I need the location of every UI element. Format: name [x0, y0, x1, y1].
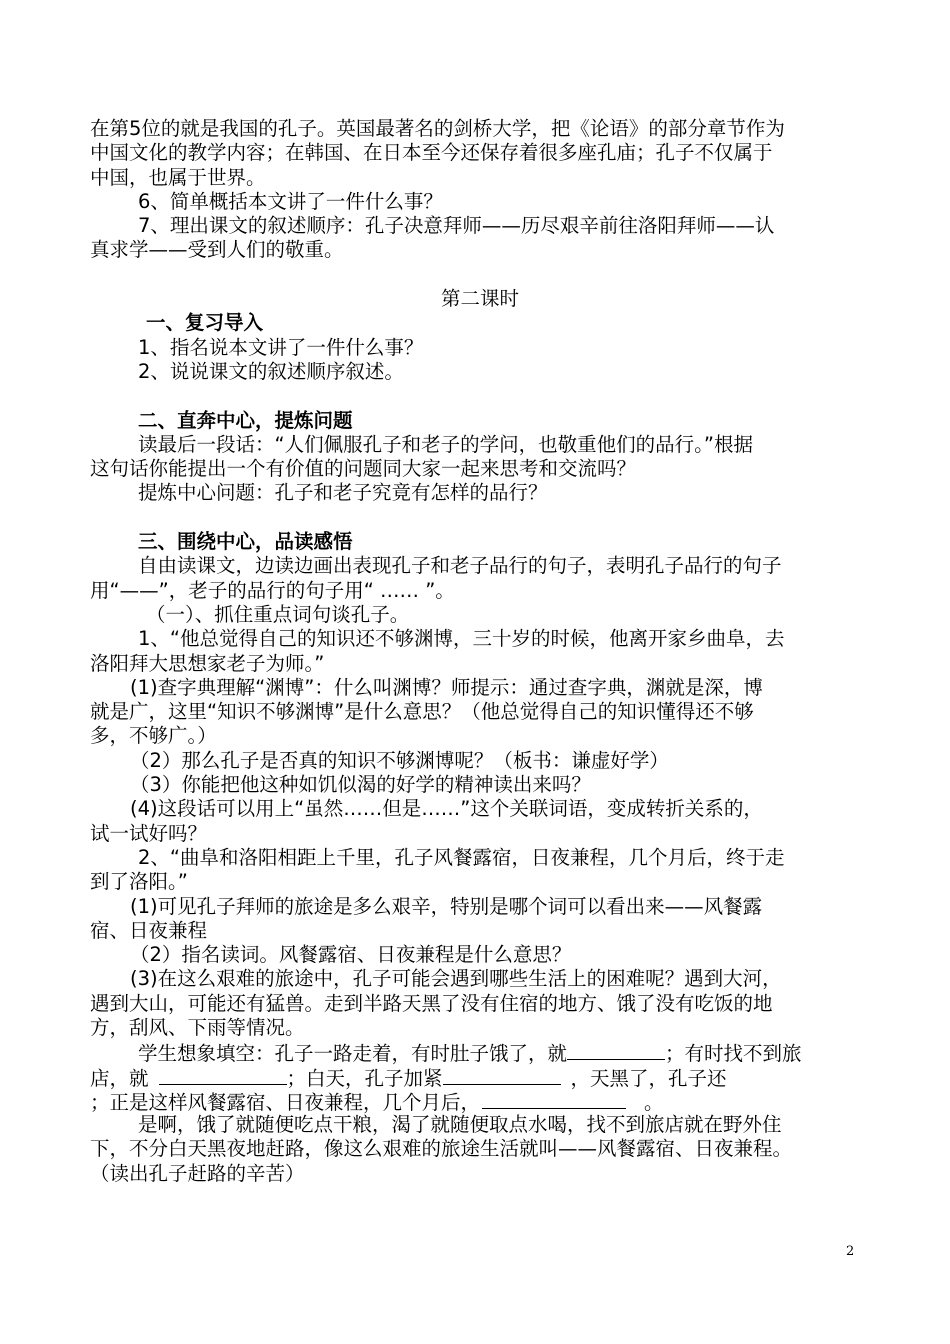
subsection-heading: （一）、抓住重点词句谈孔子。 [146, 602, 410, 626]
question-6: 6、简单概括本文讲了一件什么事？ [138, 189, 443, 213]
fill-in-line [90, 1089, 870, 1113]
fill-in-line [90, 1040, 870, 1064]
section-heading-reading: 三、围绕中心，品读感悟 [138, 530, 353, 554]
list-item: 1、指名说本文讲了一件什么事？ [138, 335, 424, 359]
paragraph-line: 中国，也属于世界。 [90, 165, 266, 189]
fill-blank [443, 1065, 561, 1085]
paragraph-line: 遇到大山，可能还有猛兽。走到半路天黑了没有住宿的地方、饿了没有吃饭的地 [90, 991, 773, 1015]
fill-text: ；白天，孔子加紧 [286, 1066, 443, 1090]
paragraph-line: 提炼中心问题：孔子和老子究竟有怎样的品行？ [138, 481, 548, 505]
document-body [90, 117, 870, 1186]
paragraph-line: （2）那么孔子是否真的知识不够渊博呢？（板书：谦虚好学） [130, 748, 669, 772]
fill-text: 学生想象填空：孔子一路走着，有时肚子饿了，就 [138, 1042, 568, 1066]
fill-text: ；正是这样风餐露宿、日夜兼程，几个月后， [90, 1090, 481, 1114]
paragraph-line: 到了洛阳。” [90, 870, 188, 894]
paragraph-line: （2）指名读词。风餐露宿、日夜兼程是什么意思？ [130, 943, 572, 967]
paragraph-line: 宿、日夜兼程 [90, 918, 208, 942]
page-number: 2 [846, 1244, 855, 1259]
fill-blank [159, 1065, 287, 1085]
fill-text: ；有时找不到旅 [665, 1042, 802, 1066]
fill-in-line [90, 1065, 870, 1089]
question-7: 7、理出课文的叙述顺序：孔子决意拜师——历尽艰辛前往洛阳拜师——认 [138, 214, 775, 238]
paragraph-line: (4)这段话可以用上“虽然……但是……”这个关联词语，变成转折关系的， [130, 797, 763, 821]
paragraph-line: 试一试好吗？ [90, 821, 208, 845]
paragraph-line: 自由读课文，边读边画出表现孔子和老子品行的句子，表明孔子品行的句子 [138, 554, 782, 578]
paragraph-line: (3)在这么艰难的旅途中，孔子可能会遇到哪些生活上的困难呢？遇到大河， [130, 967, 782, 991]
paragraph-line: 真求学——受到人们的敬重。 [90, 238, 344, 262]
paragraph-line: （3）你能把他这种如饥似渴的好学的精神读出来吗？ [130, 773, 591, 797]
paragraph-line: 中国文化的教学内容；在韩国、在日本至今还保存着很多座孔庙；孔子不仅属于 [90, 141, 773, 165]
paragraph-line: 方，刮风、下雨等情况。 [90, 1015, 305, 1039]
paragraph-line: （读出孔子赶路的辛苦） [90, 1161, 305, 1185]
paragraph-line: 用“——”，老子的品行的句子用“ …… ”。 [90, 578, 455, 602]
paragraph-line: 2、“曲阜和洛阳相距上千里，孔子风餐露宿，日夜兼程，几个月后，终于走 [138, 845, 785, 869]
paragraph-line: 在第5位的就是我国的孔子。英国最著名的剑桥大学，把《论语》的部分章节作为 [90, 117, 785, 140]
paragraph-line: (1)可见孔子拜师的旅途是多么艰辛，特别是哪个词可以看出来——风餐露 [130, 894, 763, 918]
fill-text: 店，就 [90, 1066, 149, 1090]
section-heading-center: 二、直奔中心，提炼问题 [138, 408, 353, 432]
fill-blank [567, 1040, 665, 1060]
section-heading-review: 一、复习导入 [146, 311, 264, 335]
paragraph-line: 是啊，饿了就随便吃点干粮，渴了就随便取点水喝，找不到旅店就在野外住 [138, 1113, 782, 1137]
fill-text: 。 [644, 1090, 664, 1114]
paragraph-line: 1、“他总觉得自己的知识还不够渊博，三十岁的时候，他离开家乡曲阜，去 [138, 627, 785, 651]
lesson-heading: 第二课时 [440, 287, 519, 311]
paragraph-line: 洛阳拜大思想家老子为师。” [90, 651, 325, 675]
paragraph-line: 这句话你能提出一个有价值的问题同大家一起来思考和交流吗？ [90, 457, 637, 481]
list-item: 2、说说课文的叙述顺序叙述。 [138, 359, 404, 383]
paragraph-line: 就是广，这里“知识不够渊博”是什么意思？（他总觉得自己的知识懂得还不够 [90, 700, 754, 724]
paragraph-line: 下，不分白天黑夜地赶路，像这么艰难的旅途生活就叫——风餐露宿、日夜兼程。 [90, 1137, 793, 1161]
paragraph-line: 多，不够广。） [90, 724, 217, 748]
paragraph-line: (1)查字典理解“渊博”：什么叫渊博？师提示：通过查字典，渊就是深，博 [130, 675, 763, 699]
fill-blank [482, 1089, 626, 1109]
fill-text: ，天黑了，孔子还 [570, 1066, 727, 1090]
paragraph-line: 读最后一段话：“人们佩服孔子和老子的学问，也敬重他们的品行。”根据 [138, 432, 753, 456]
